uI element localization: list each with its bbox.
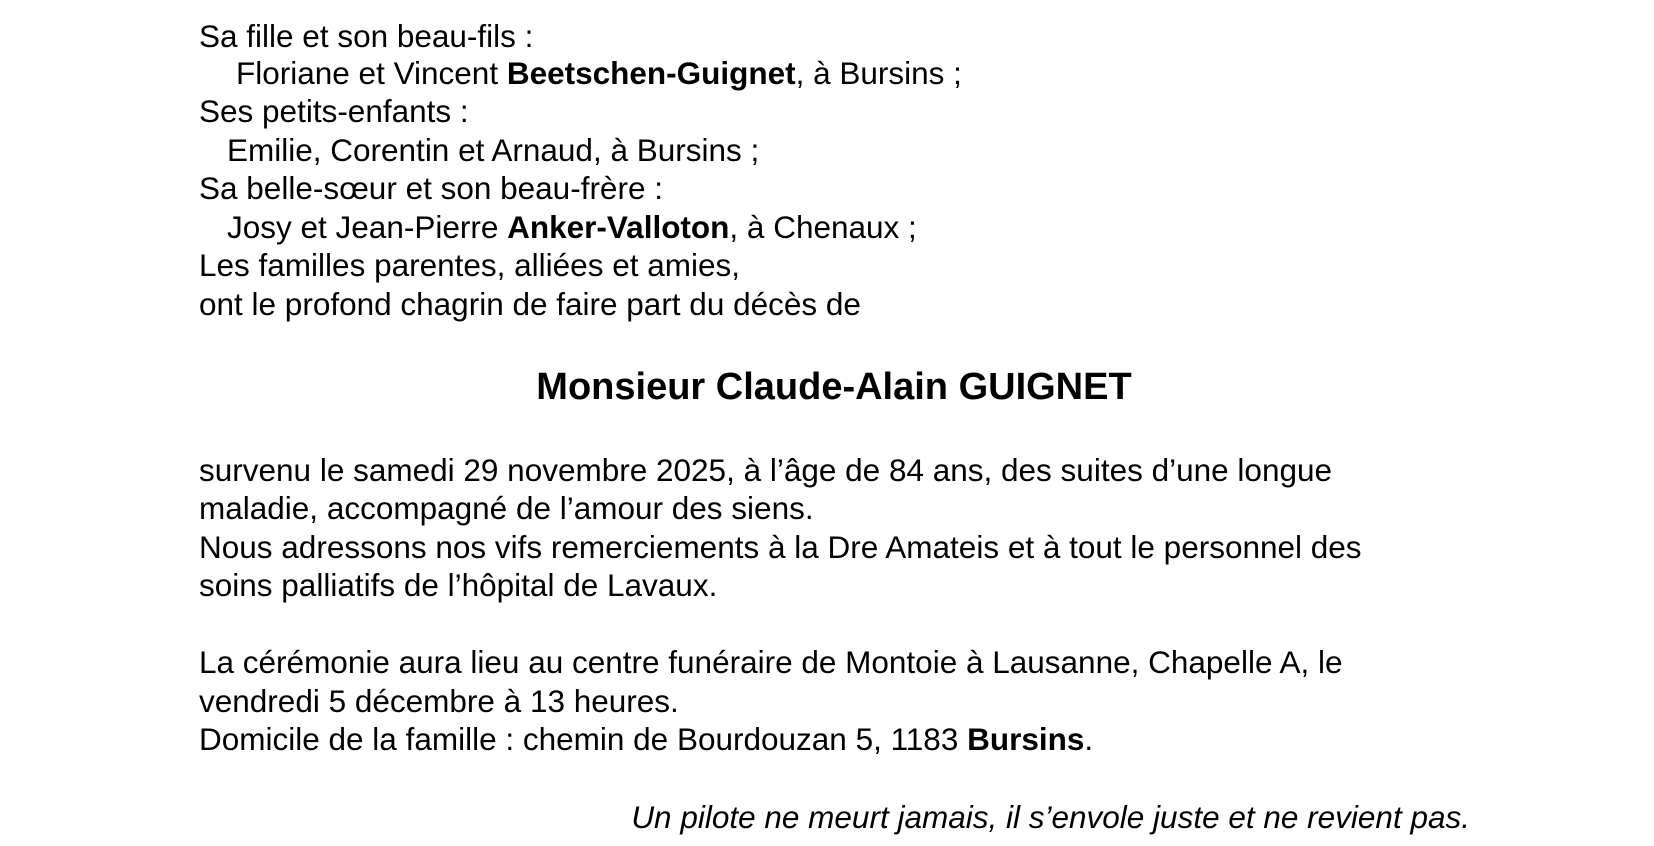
thanks-line-2: soins palliatifs de l’hôpital de Lavaux. <box>199 567 718 603</box>
families-line: Les familles parentes, alliées et amies, <box>199 247 741 283</box>
inlaws-line <box>227 208 917 247</box>
daughter-line <box>236 54 962 93</box>
ceremony-line-1: La cérémonie aura lieu au centre funéraire de Montoie à Lausanne, Chapelle A, le <box>199 644 1343 680</box>
domicile-line <box>199 720 1093 759</box>
daughter-place: , à Bursins ; <box>795 55 962 91</box>
grandchildren-label: Ses petits-enfants : <box>199 93 469 129</box>
ceremony-line-2: vendredi 5 décembre à 13 heures. <box>199 683 679 719</box>
inlaws-label: Sa belle-sœur et son beau-frère : <box>199 170 663 206</box>
daughter-surname: Beetschen-Guignet <box>506 55 796 91</box>
daughter-names: Floriane et Vincent <box>236 55 507 91</box>
deceased-name: Monsieur Claude-Alain GUIGNET <box>536 366 1132 408</box>
closing-quote: Un pilote ne meurt jamais, il s’envole juste et ne revient pas. <box>631 799 1470 835</box>
inlaws-place: , à Chenaux ; <box>729 209 917 245</box>
death-line-2: maladie, accompagné de l’amour des siens. <box>199 490 814 526</box>
death-line-1: survenu le samedi 29 novembre 2025, à l’âge de 84 ans, des suites d’une longue <box>199 452 1333 488</box>
domicile-town: Bursins <box>967 721 1085 757</box>
inlaws-surname: Anker-Valloton <box>507 209 730 245</box>
grandchildren-names: Emilie, Corentin et Arnaud, à Bursins ; <box>227 132 760 168</box>
domicile-address: Domicile de la famille : chemin de Bourdouzan 5, 1183 <box>199 721 968 757</box>
inlaws-names: Josy et Jean-Pierre <box>227 209 508 245</box>
thanks-line-1: Nous adressons nos vifs remerciements à la Dre Amateis et à tout le personnel des <box>199 529 1362 565</box>
daughter-label: Sa fille et son beau-fils : <box>199 18 534 54</box>
announcement-line: ont le profond chagrin de faire part du décès de <box>199 286 861 322</box>
domicile-period: . <box>1084 721 1094 757</box>
